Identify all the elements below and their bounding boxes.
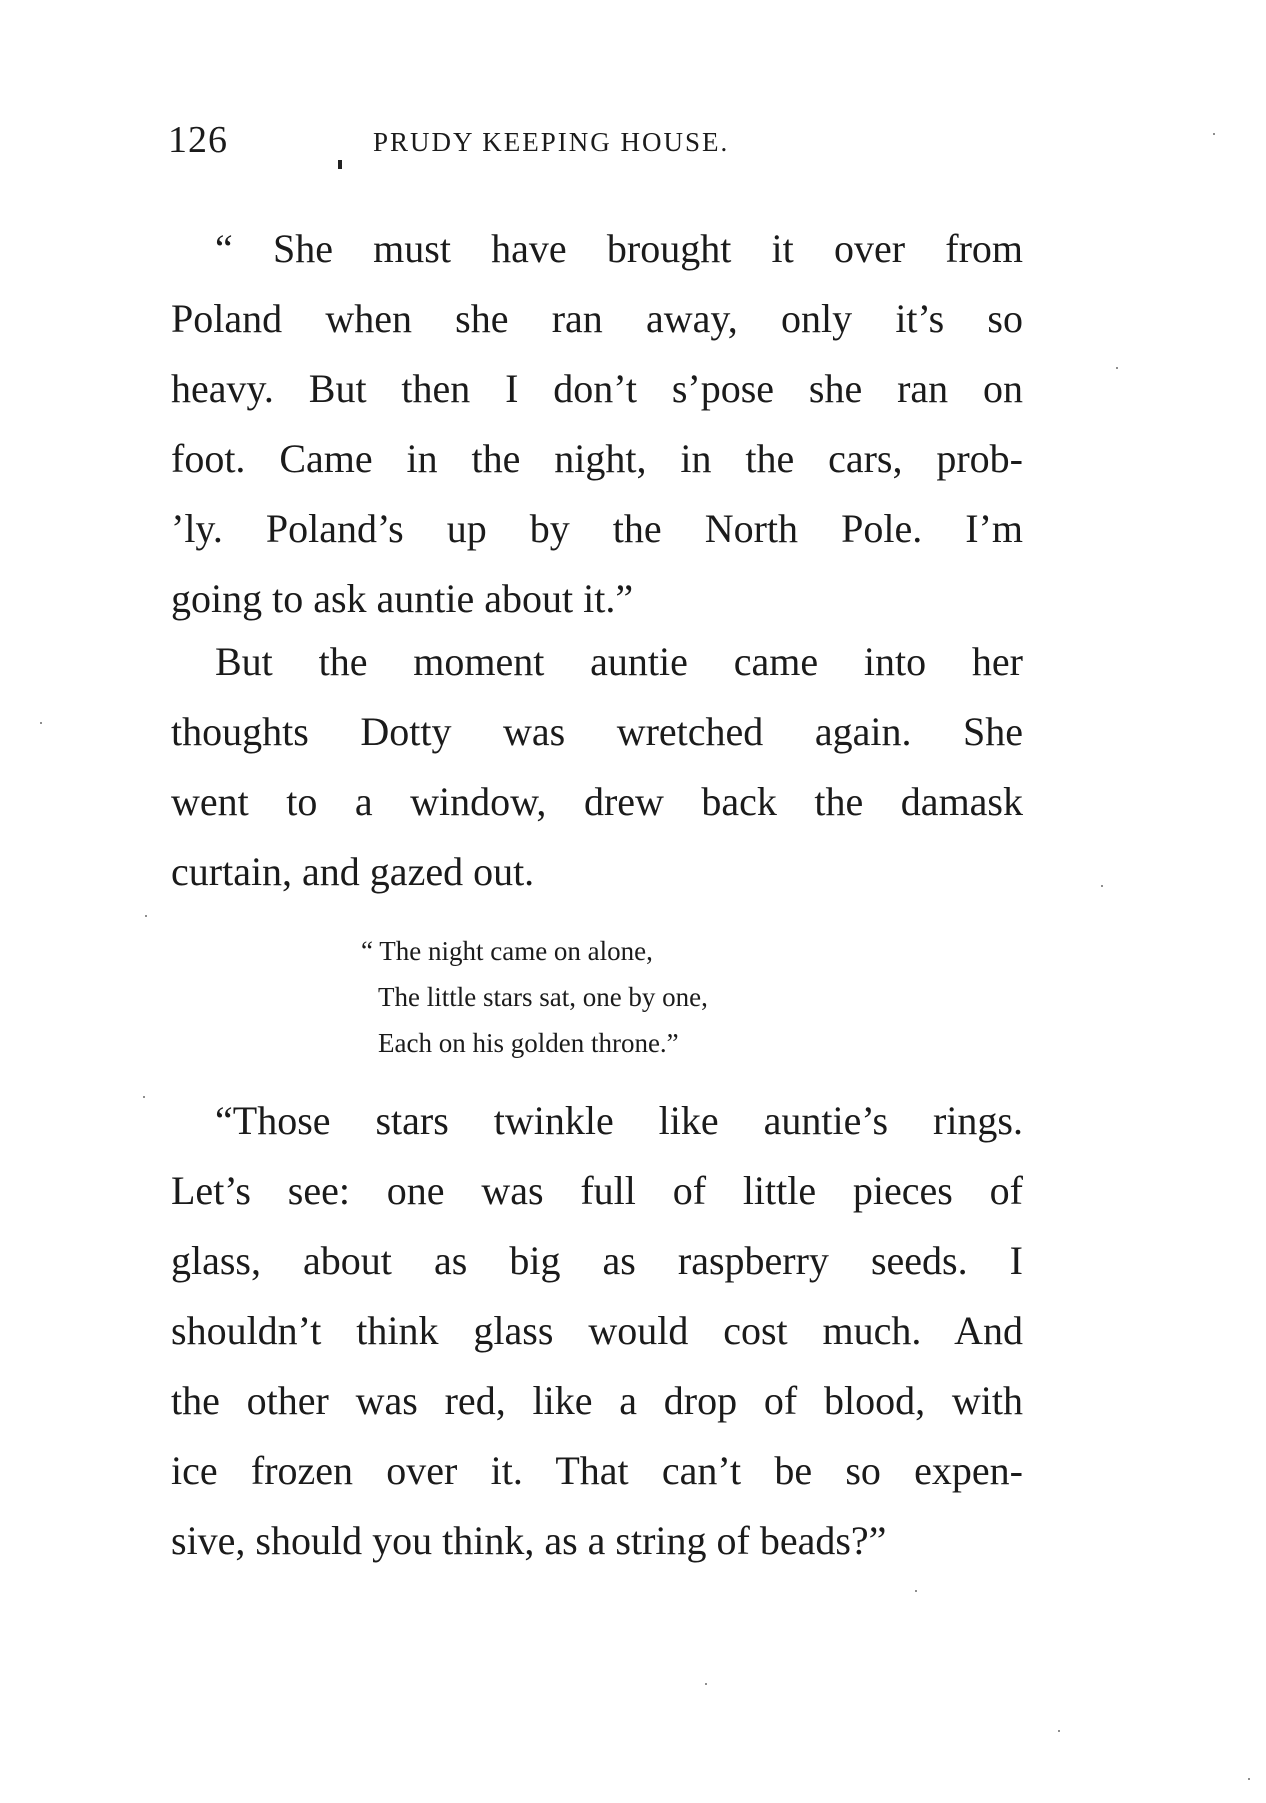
verse-line: Each on his golden throne.” bbox=[378, 1028, 679, 1058]
verse-line: “ The night came on alone, bbox=[361, 936, 653, 966]
scan-speck bbox=[705, 1683, 707, 1685]
scan-speck bbox=[1101, 885, 1103, 887]
paragraph-2 bbox=[171, 627, 1023, 907]
scan-speck bbox=[1248, 1778, 1250, 1780]
scan-speck bbox=[145, 915, 147, 917]
text-line: heavy. But then I don’t s’pose she ran on bbox=[171, 366, 1023, 411]
text-line: going to ask auntie about it.” bbox=[171, 576, 634, 621]
text-line: the other was red, like a drop of blood, with bbox=[171, 1378, 1023, 1423]
scan-speck bbox=[1116, 367, 1118, 369]
running-head bbox=[168, 118, 828, 161]
verse-line: The little stars sat, one by one, bbox=[378, 982, 708, 1012]
text-line: ice frozen over it. That can’t be so expen- bbox=[171, 1448, 1023, 1493]
text-line: curtain, and gazed out. bbox=[171, 849, 535, 894]
paragraph-1 bbox=[171, 214, 1023, 634]
text-line: Let’s see: one was full of little pieces of bbox=[171, 1168, 1023, 1213]
text-line: glass, about as big as raspberry seeds. I bbox=[171, 1238, 1023, 1283]
text-line: “Those stars twinkle like auntie’s rings. bbox=[215, 1098, 1023, 1143]
text-line: foot. Came in the night, in the cars, prob- bbox=[171, 436, 1023, 481]
text-line: “ She must have brought it over from bbox=[215, 226, 1023, 271]
scan-speck bbox=[915, 1590, 917, 1592]
text-line: thoughts Dotty was wretched again. She bbox=[171, 709, 1023, 754]
text-line: went to a window, drew back the damask bbox=[171, 779, 1023, 824]
scan-speck bbox=[143, 1096, 145, 1098]
text-line: shouldn’t think glass would cost much. And bbox=[171, 1308, 1023, 1353]
scan-speck bbox=[40, 722, 42, 724]
scan-speck bbox=[1213, 133, 1215, 135]
page-number: 126 bbox=[168, 119, 228, 161]
text-line: sive, should you think, as a string of beads?” bbox=[171, 1518, 887, 1563]
text-line: Poland when she ran away, only it’s so bbox=[171, 296, 1023, 341]
text-line: But the moment auntie came into her bbox=[215, 639, 1023, 684]
text-line: ’ly. Poland’s up by the North Pole. I’m bbox=[171, 506, 1023, 551]
paragraph-3 bbox=[171, 1086, 1023, 1576]
running-title: PRUDY KEEPING HOUSE. bbox=[373, 127, 730, 157]
verse-quotation bbox=[361, 928, 881, 1066]
scan-speck bbox=[1058, 1730, 1060, 1732]
print-mark bbox=[338, 160, 342, 169]
